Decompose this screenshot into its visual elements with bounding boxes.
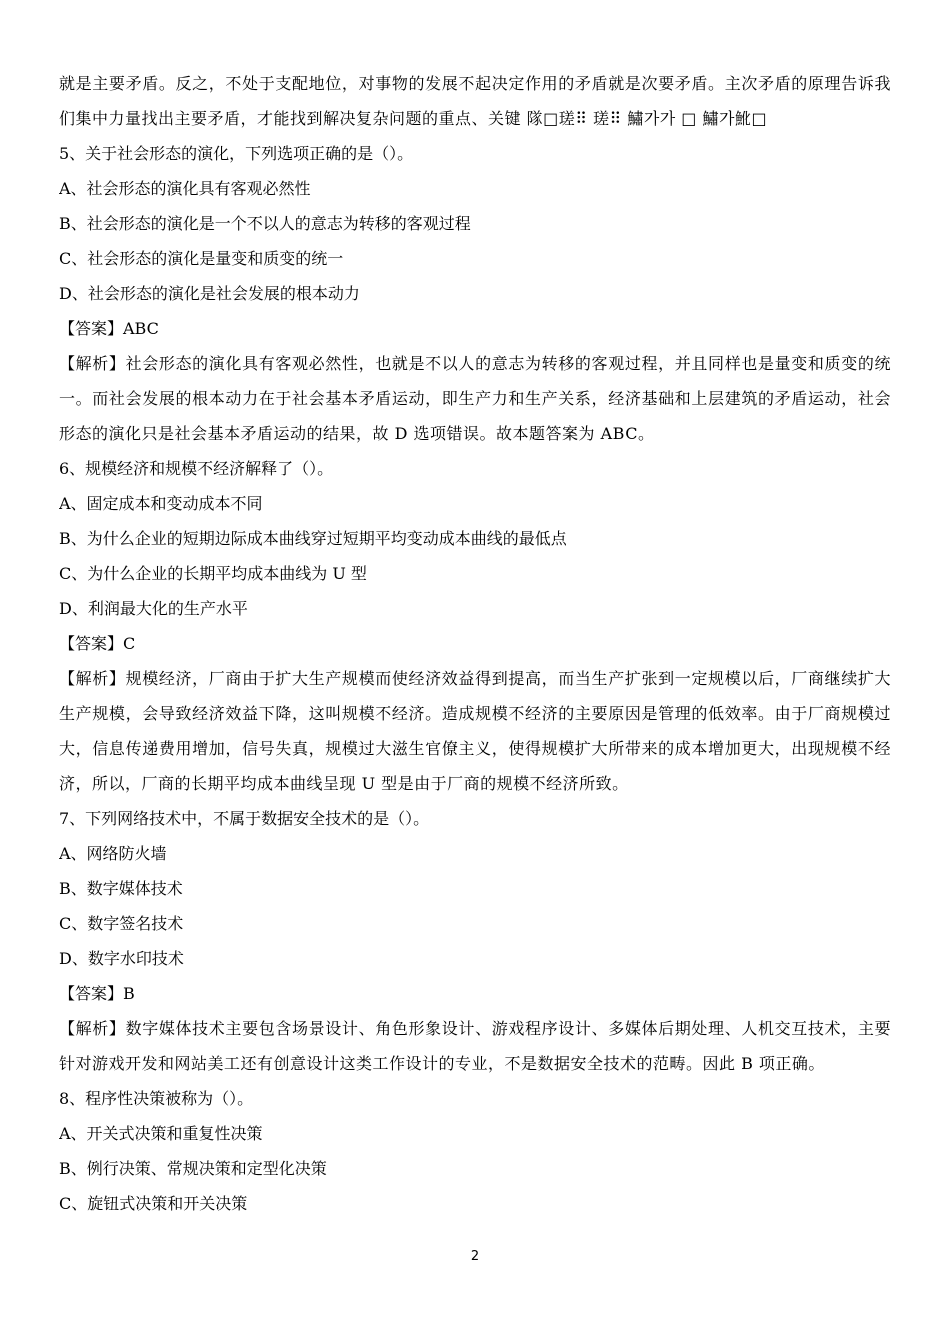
page-content bbox=[59, 66, 891, 1221]
question-stem: 7、下列网络技术中，不属于数据安全技术的是（）。 bbox=[59, 809, 430, 828]
analysis-paragraph: 【解析】规模经济，厂商由于扩大生产规模而使经济效益得到提高，而当生产扩张到一定规模以后，厂商继续扩大生产规模，会导致经济效益下降，这叫规模不经济。造成规模不经济的主要原因是管理的低效率。由于厂商规模过大，信息传递费用增加，信号失真，规模过大滋生官僚主义，使得规模扩大所带来的成本增加更大，出现规模不经济，所以，厂商的长期平均成本曲线呈现 U 型是由于厂商的规模不经济所致。 bbox=[59, 669, 891, 793]
page-number: 2 bbox=[470, 1249, 480, 1264]
option-d: D、数字水印技术 bbox=[59, 949, 184, 968]
option-c: C、数字签名技术 bbox=[59, 914, 184, 933]
option-b: B、为什么企业的短期边际成本曲线穿过短期平均变动成本曲线的最低点 bbox=[59, 529, 567, 548]
question-stem: 6、规模经济和规模不经济解释了（）。 bbox=[59, 459, 334, 478]
question-7 bbox=[59, 801, 891, 1081]
intro-paragraph: 就是主要矛盾。反之，不处于支配地位，对事物的发展不起决定作用的矛盾就是次要矛盾。主次矛盾的原理告诉我们集中力量找出主要矛盾，才能找到解决复杂问题的重点、关键 隊□瑳⠿ 瑳⠿ 鱐가가 □ 鱐가魤□ bbox=[59, 74, 891, 128]
question-6 bbox=[59, 451, 891, 801]
option-a: A、开关式决策和重复性决策 bbox=[59, 1124, 263, 1143]
option-b: B、社会形态的演化是一个不以人的意志为转移的客观过程 bbox=[59, 214, 471, 233]
option-b: B、数字媒体技术 bbox=[59, 879, 183, 898]
option-d: D、利润最大化的生产水平 bbox=[59, 599, 248, 618]
option-a: A、固定成本和变动成本不同 bbox=[59, 494, 263, 513]
option-a: A、网络防火墙 bbox=[59, 844, 167, 863]
question-5 bbox=[59, 136, 891, 451]
option-d: D、社会形态的演化是社会发展的根本动力 bbox=[59, 284, 360, 303]
answer-label: 【答案】B bbox=[59, 984, 135, 1003]
option-c: C、社会形态的演化是量变和质变的统一 bbox=[59, 249, 344, 268]
question-stem: 8、程序性决策被称为（）。 bbox=[59, 1089, 254, 1108]
option-b: B、例行决策、常规决策和定型化决策 bbox=[59, 1159, 327, 1178]
option-a: A、社会形态的演化具有客观必然性 bbox=[59, 179, 311, 198]
analysis-paragraph: 【解析】数字媒体技术主要包含场景设计、角色形象设计、游戏程序设计、多媒体后期处理、人机交互技术，主要针对游戏开发和网站美工还有创意设计这类工作设计的专业，不是数据安全技术的范畴。因此 B 项正确。 bbox=[59, 1019, 891, 1073]
question-stem: 5、关于社会形态的演化，下列选项正确的是（）。 bbox=[59, 144, 414, 163]
option-c: C、旋钮式决策和开关决策 bbox=[59, 1194, 248, 1213]
answer-label: 【答案】ABC bbox=[59, 319, 159, 338]
answer-label: 【答案】C bbox=[59, 634, 136, 653]
option-c: C、为什么企业的长期平均成本曲线为 U 型 bbox=[59, 564, 367, 583]
question-8 bbox=[59, 1081, 891, 1221]
analysis-paragraph: 【解析】社会形态的演化具有客观必然性，也就是不以人的意志为转移的客观过程，并且同样也是量变和质变的统一。而社会发展的根本动力在于社会基本矛盾运动，即生产力和生产关系，经济基础和上层建筑的矛盾运动，社会形态的演化只是社会基本矛盾运动的结果，故 D 选项错误。故本题答案为 ABC。 bbox=[59, 354, 891, 443]
